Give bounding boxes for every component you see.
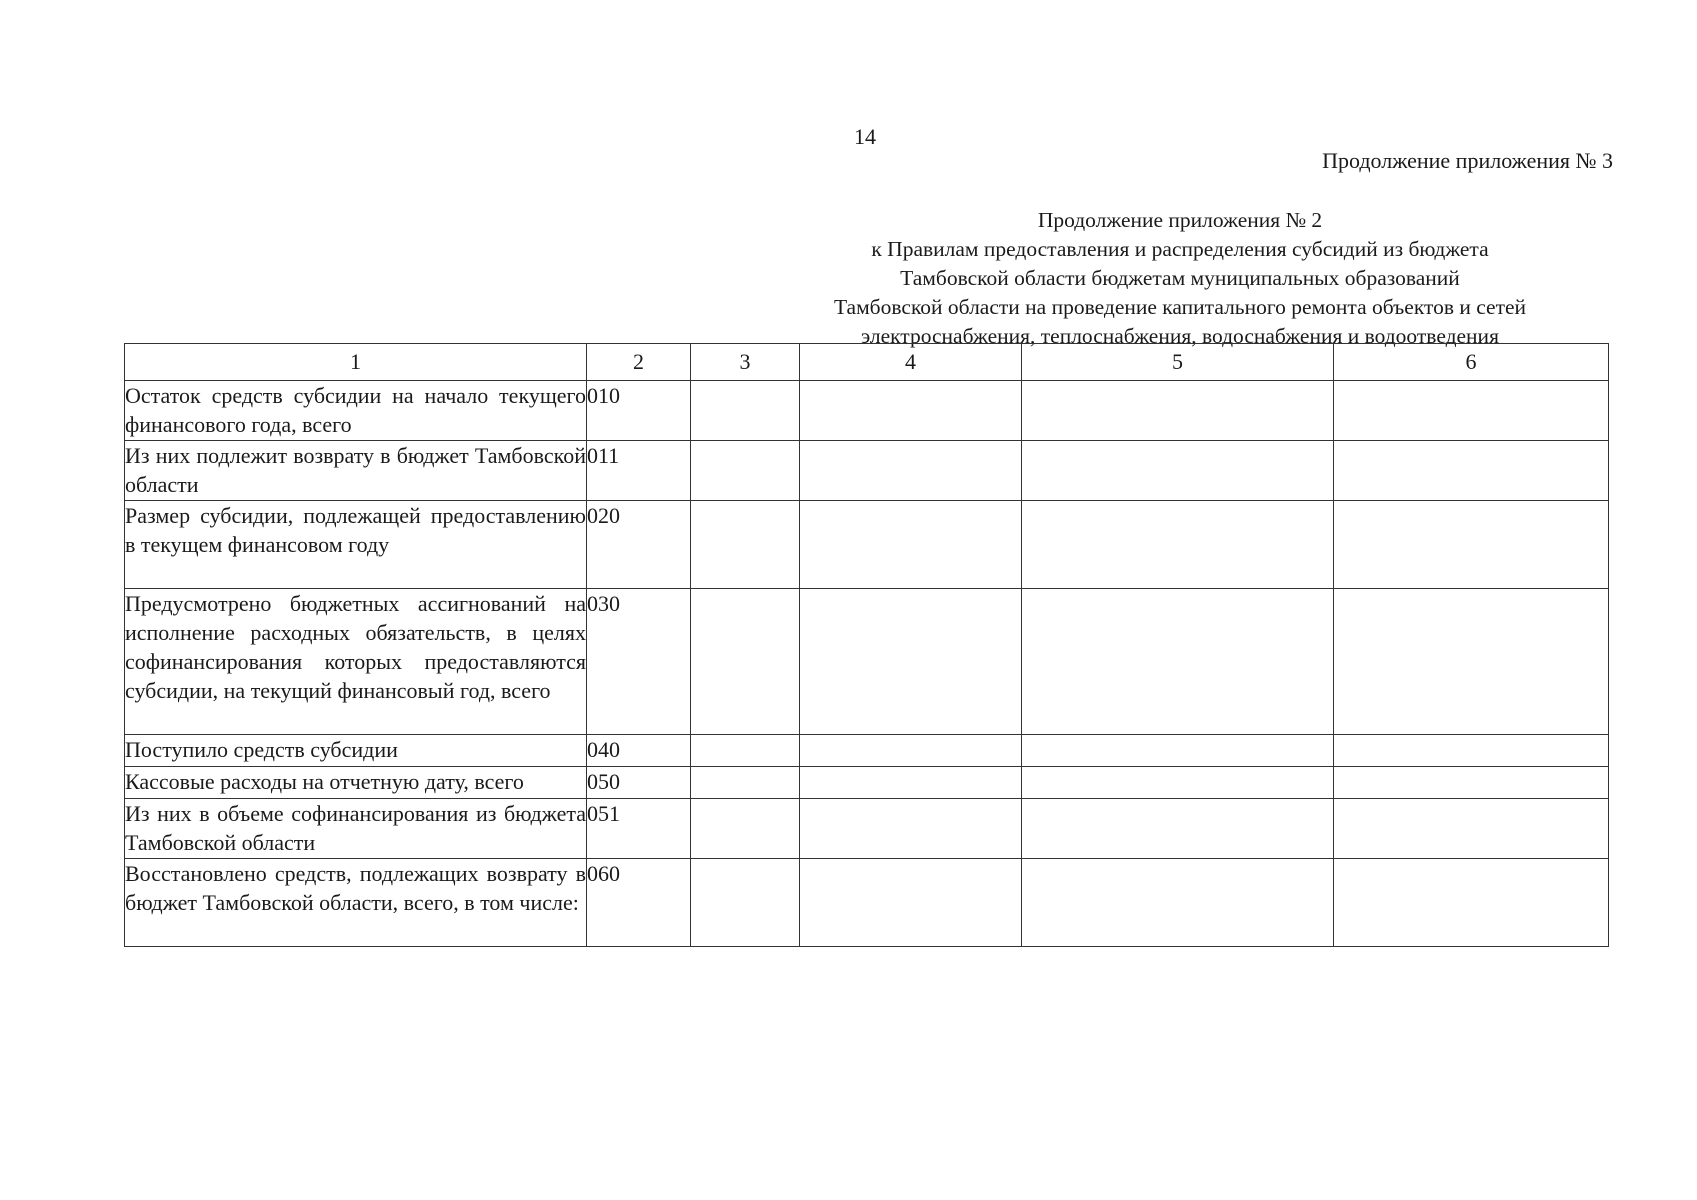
empty-cell (1022, 859, 1334, 947)
table-row (125, 859, 1609, 947)
table-row (125, 381, 1609, 441)
row-code: 011 (587, 441, 691, 501)
empty-cell (1334, 441, 1609, 501)
column-header-3: 3 (691, 344, 800, 381)
empty-cell (1022, 589, 1334, 735)
empty-cell (691, 381, 800, 441)
row-code: 020 (587, 501, 691, 589)
empty-cell (1022, 441, 1334, 501)
table-row (125, 589, 1609, 735)
column-header-6: 6 (1334, 344, 1609, 381)
appendix-continuation-label: Продолжение приложения № 3 (1322, 148, 1613, 173)
heading-line-1: Продолжение приложения № 2 (1037, 208, 1323, 232)
table-row (125, 799, 1609, 859)
appendix-heading (780, 206, 1580, 351)
row-label: Из них в объеме софинансирования из бюджета Тамбовской области (125, 799, 587, 859)
empty-cell (1334, 767, 1609, 799)
row-label: Размер субсидии, подлежащей предоставлению в текущем финансовом году (125, 501, 587, 589)
empty-cell (691, 859, 800, 947)
table-row (125, 735, 1609, 767)
empty-cell (1022, 767, 1334, 799)
row-code: 010 (587, 381, 691, 441)
row-label: Восстановлено средств, подлежащих возврату в бюджет Тамбовской области, всего, в том числе: (125, 859, 587, 947)
empty-cell (1334, 799, 1609, 859)
table-row (125, 441, 1609, 501)
empty-cell (800, 767, 1022, 799)
row-code: 040 (587, 735, 691, 767)
row-code: 060 (587, 859, 691, 947)
row-label: Из них подлежит возврату в бюджет Тамбовской области (125, 441, 587, 501)
heading-line-4: Тамбовской области на проведение капитального ремонта объектов и сетей (833, 295, 1527, 319)
empty-cell (691, 799, 800, 859)
empty-cell (691, 767, 800, 799)
row-code: 030 (587, 589, 691, 735)
column-header-5: 5 (1022, 344, 1334, 381)
table-row (125, 501, 1609, 589)
empty-cell (1022, 735, 1334, 767)
heading-line-5: электроснабжения, теплоснабжения, водоснабжения и водоотведения (861, 324, 1499, 348)
empty-cell (1334, 735, 1609, 767)
empty-cell (800, 501, 1022, 589)
column-header-2: 2 (587, 344, 691, 381)
column-header-1: 1 (125, 344, 587, 381)
table-row (125, 767, 1609, 799)
empty-cell (800, 799, 1022, 859)
heading-line-2: к Правилам предоставления и распределения субсидий из бюджета (871, 237, 1489, 261)
empty-cell (800, 735, 1022, 767)
empty-cell (800, 441, 1022, 501)
empty-cell (691, 735, 800, 767)
empty-cell (1334, 381, 1609, 441)
empty-cell (691, 589, 800, 735)
empty-cell (1334, 501, 1609, 589)
heading-line-3: Тамбовской области бюджетам муниципальных образований (900, 266, 1460, 290)
row-label: Предусмотрено бюджетных ассигнований на исполнение расходных обязательств, в целях софинансирования которых предоставляются субсидии, на текущий финансовый год, всего (125, 589, 587, 735)
empty-cell (1022, 381, 1334, 441)
column-header-4: 4 (800, 344, 1022, 381)
row-label: Остаток средств субсидии на начало текущего финансового года, всего (125, 381, 587, 441)
row-label: Поступило средств субсидии (125, 735, 587, 767)
empty-cell (1334, 589, 1609, 735)
row-code: 050 (587, 767, 691, 799)
row-code: 051 (587, 799, 691, 859)
empty-cell (691, 441, 800, 501)
empty-cell (1334, 859, 1609, 947)
page-number: 14 (854, 124, 876, 149)
subsidy-report-table (124, 343, 1609, 947)
empty-cell (1022, 501, 1334, 589)
empty-cell (691, 501, 800, 589)
empty-cell (1022, 799, 1334, 859)
empty-cell (800, 589, 1022, 735)
empty-cell (800, 859, 1022, 947)
row-label: Кассовые расходы на отчетную дату, всего (125, 767, 587, 799)
empty-cell (800, 381, 1022, 441)
table-header-row (125, 344, 1609, 381)
